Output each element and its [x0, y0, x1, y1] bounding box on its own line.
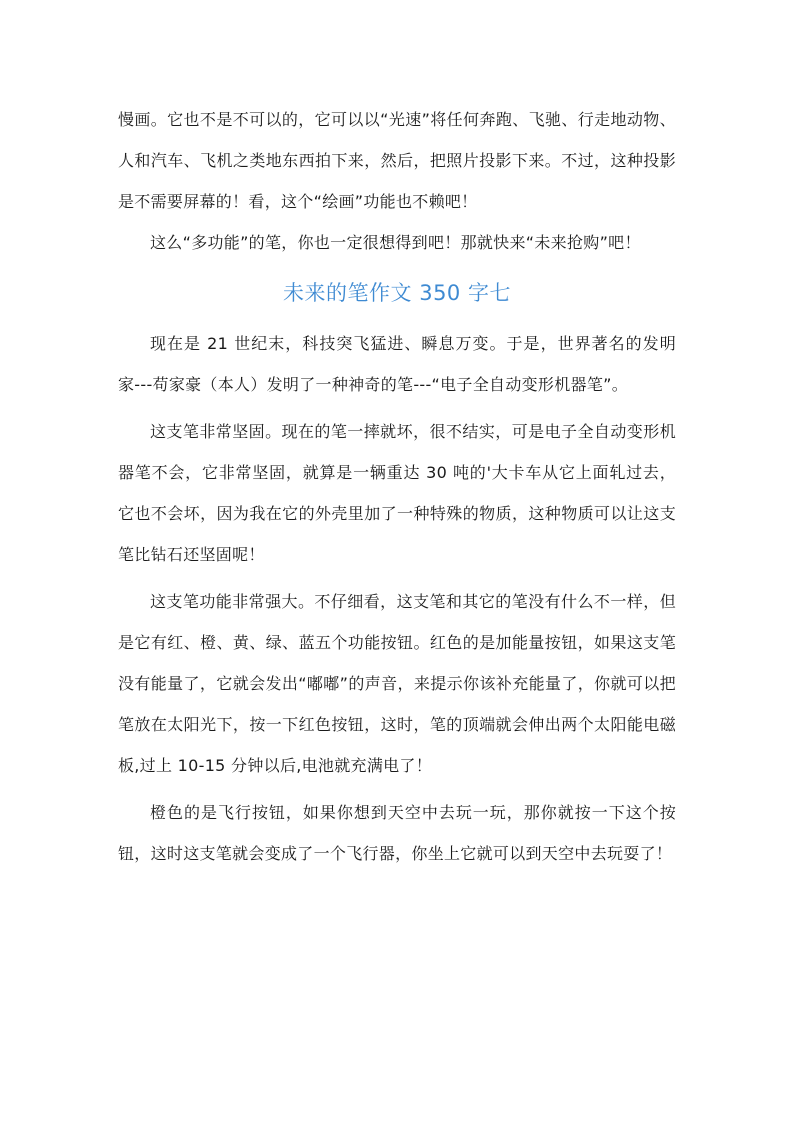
- paragraph: 这么“多功能”的笔，你也一定很想得到吧！那就快来“未来抢购”吧！: [150, 233, 641, 252]
- section-heading: 未来的笔作文 350 字七: [283, 281, 511, 305]
- paragraph: 橙色的是飞行按钮，如果你想到天空中去玩一玩，那你就按一下这个按钮，这时这支笔就会变成了一个飞行器，你坐上它就可以到天空中去玩耍了！: [118, 803, 676, 863]
- paragraph: 现在是 21 世纪末，科技突飞猛进、瞬息万变。于是，世界著名的发明家---苟家豪（本人）发明了一种神奇的笔---“电子全自动变形机器笔”。: [118, 334, 676, 394]
- paragraph: 这支笔功能非常强大。不仔细看，这支笔和其它的笔没有什么不一样，但是它有红、橙、黄、绿、蓝五个功能按钮。红色的是加能量按钮，如果这支笔没有能量了，它就会发出“嘟嘟”的声音，来提示你该补充能量了，你就可以把笔放在太阳光下，按一下红色按钮，这时，笔的顶端就会伸出两个太阳能电磁板,过上 10-15 分钟以后,电池就充满电了！: [118, 592, 676, 775]
- document-body: [118, 99, 676, 874]
- paragraph-continued: 慢画。它也不是不可以的，它可以以“光速”将任何奔跑、飞驰、行走地动物、人和汽车、飞机之类地东西拍下来，然后，把照片投影下来。不过，这种投影是不需要屏幕的！看，这个“绘画”功能也不赖吧！: [118, 110, 676, 211]
- paragraph: 这支笔非常坚固。现在的笔一摔就坏，很不结实，可是电子全自动变形机器笔不会，它非常坚固，就算是一辆重达 30 吨的'大卡车从它上面轧过去，它也不会坏，因为我在它的外壳里加了一种特殊的物质，这种物质可以让这支笔比钻石还坚固呢！: [118, 422, 676, 564]
